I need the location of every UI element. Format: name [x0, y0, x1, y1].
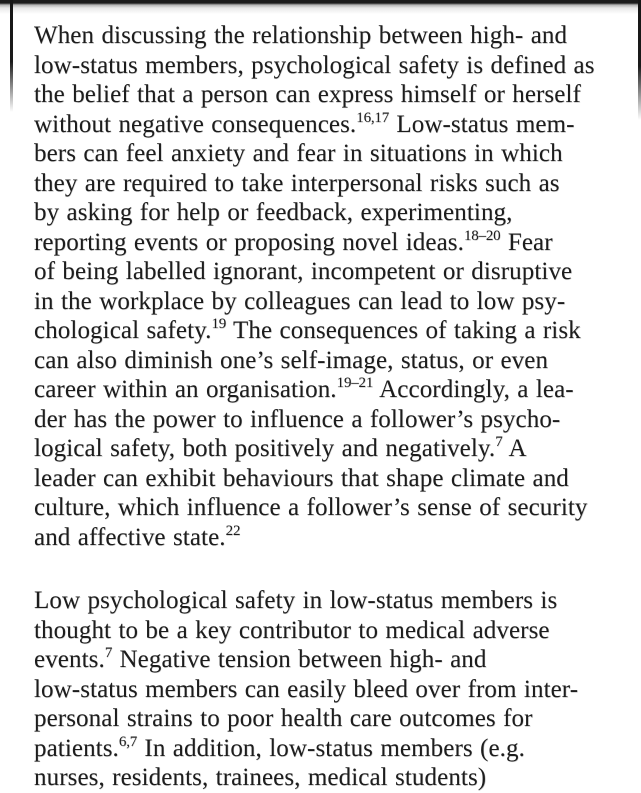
- text-line: reporting events or proposing novel ideas.18–20 Fear: [34, 227, 553, 256]
- text-line: [34, 586, 620, 616]
- text-run: without negative consequences.: [34, 110, 357, 138]
- text-run: personal strains to poor health care outcomes for: [34, 705, 533, 732]
- text-run: can also diminish one’s self-image, status, or even: [34, 346, 549, 374]
- text-run: the belief that a person can express himself or herself: [34, 81, 581, 108]
- text-run: of being labelled ignorant, incompetent or disruptive: [34, 258, 573, 285]
- text-run: low-status members, psychological safety is defined as: [34, 51, 595, 79]
- text-run: by asking for help or feedback, experimenting,: [34, 199, 513, 226]
- text-line: [34, 346, 620, 376]
- text-run: reporting events or proposing novel ideas.: [34, 228, 464, 256]
- text-line: logical safety, both positively and negatively.7 A: [34, 434, 527, 462]
- text-line: [34, 257, 620, 287]
- text-line: [34, 493, 620, 523]
- text-run: Low psychological safety in low-status members is: [34, 587, 558, 614]
- text-run: nurses, residents, trainees, medical students): [34, 764, 487, 791]
- text-line: [34, 198, 620, 228]
- text-run: thought to be a key contributor to medical adverse: [34, 616, 550, 644]
- scan-edge-left: [10, 0, 13, 112]
- text-run: events.: [34, 646, 105, 673]
- text-line: events.7 Negative tension between high- and: [34, 645, 487, 673]
- text-run: low-status members can easily bleed over from inter-: [34, 675, 579, 703]
- text-line: patients.6,7 In addition, low-status members (e.g.: [34, 733, 525, 762]
- text-run: culture, which influence a follower’s sense of security: [34, 494, 588, 521]
- text-run: Negative tension between high- and: [112, 646, 487, 673]
- text-run: leader can exhibit behaviours that shape climate and: [34, 464, 569, 492]
- text-run: and affective state.: [34, 523, 226, 551]
- paragraph: [34, 586, 620, 793]
- text-run: patients.: [34, 734, 119, 762]
- text-line: [34, 287, 620, 317]
- text-line: [34, 675, 620, 705]
- text-line: [34, 21, 620, 51]
- text-line: [34, 405, 620, 435]
- text-line: [34, 139, 620, 169]
- text-run: they are required to take interpersonal risks such as: [34, 169, 560, 197]
- text-line: and affective state.22: [34, 522, 241, 551]
- scan-edge-top: [0, 0, 641, 14]
- text-line: [34, 80, 620, 110]
- text-line: without negative consequences.16,17 Low-status mem-: [34, 109, 575, 138]
- text-run: der has the power to influence a follower’s psycho-: [34, 405, 561, 433]
- text-run: A: [502, 435, 527, 462]
- text-run: logical safety, both positively and negatively.: [34, 435, 496, 462]
- text-run: The consequences of taking a risk: [226, 317, 581, 344]
- text-line: career within an organisation.19–21 Accordingly, a lea-: [34, 375, 574, 403]
- text-line: [34, 464, 620, 494]
- text-line: [34, 616, 620, 646]
- text-line: [34, 704, 620, 734]
- text-run: bers can feel anxiety and fear in situations in which: [34, 140, 563, 167]
- text-line: chological safety.19 The consequences of taking a risk: [34, 316, 581, 344]
- text-run: chological safety.: [34, 317, 212, 344]
- text-line: [34, 51, 620, 81]
- text-run: When discussing the relationship between high- and: [34, 22, 568, 49]
- text-line: [34, 169, 620, 199]
- text-run: career within an organisation.: [34, 376, 337, 403]
- text-run: Accordingly, a lea-: [373, 376, 574, 403]
- text-run: in the workplace by colleagues can lead to low psy-: [34, 287, 566, 315]
- paragraph: [34, 21, 620, 552]
- text-run: In addition, low-status members (e.g.: [137, 734, 525, 762]
- text-run: Fear: [500, 228, 553, 256]
- text-run: Low-status mem-: [389, 110, 575, 138]
- body-text: [34, 21, 620, 793]
- text-line: [34, 763, 620, 793]
